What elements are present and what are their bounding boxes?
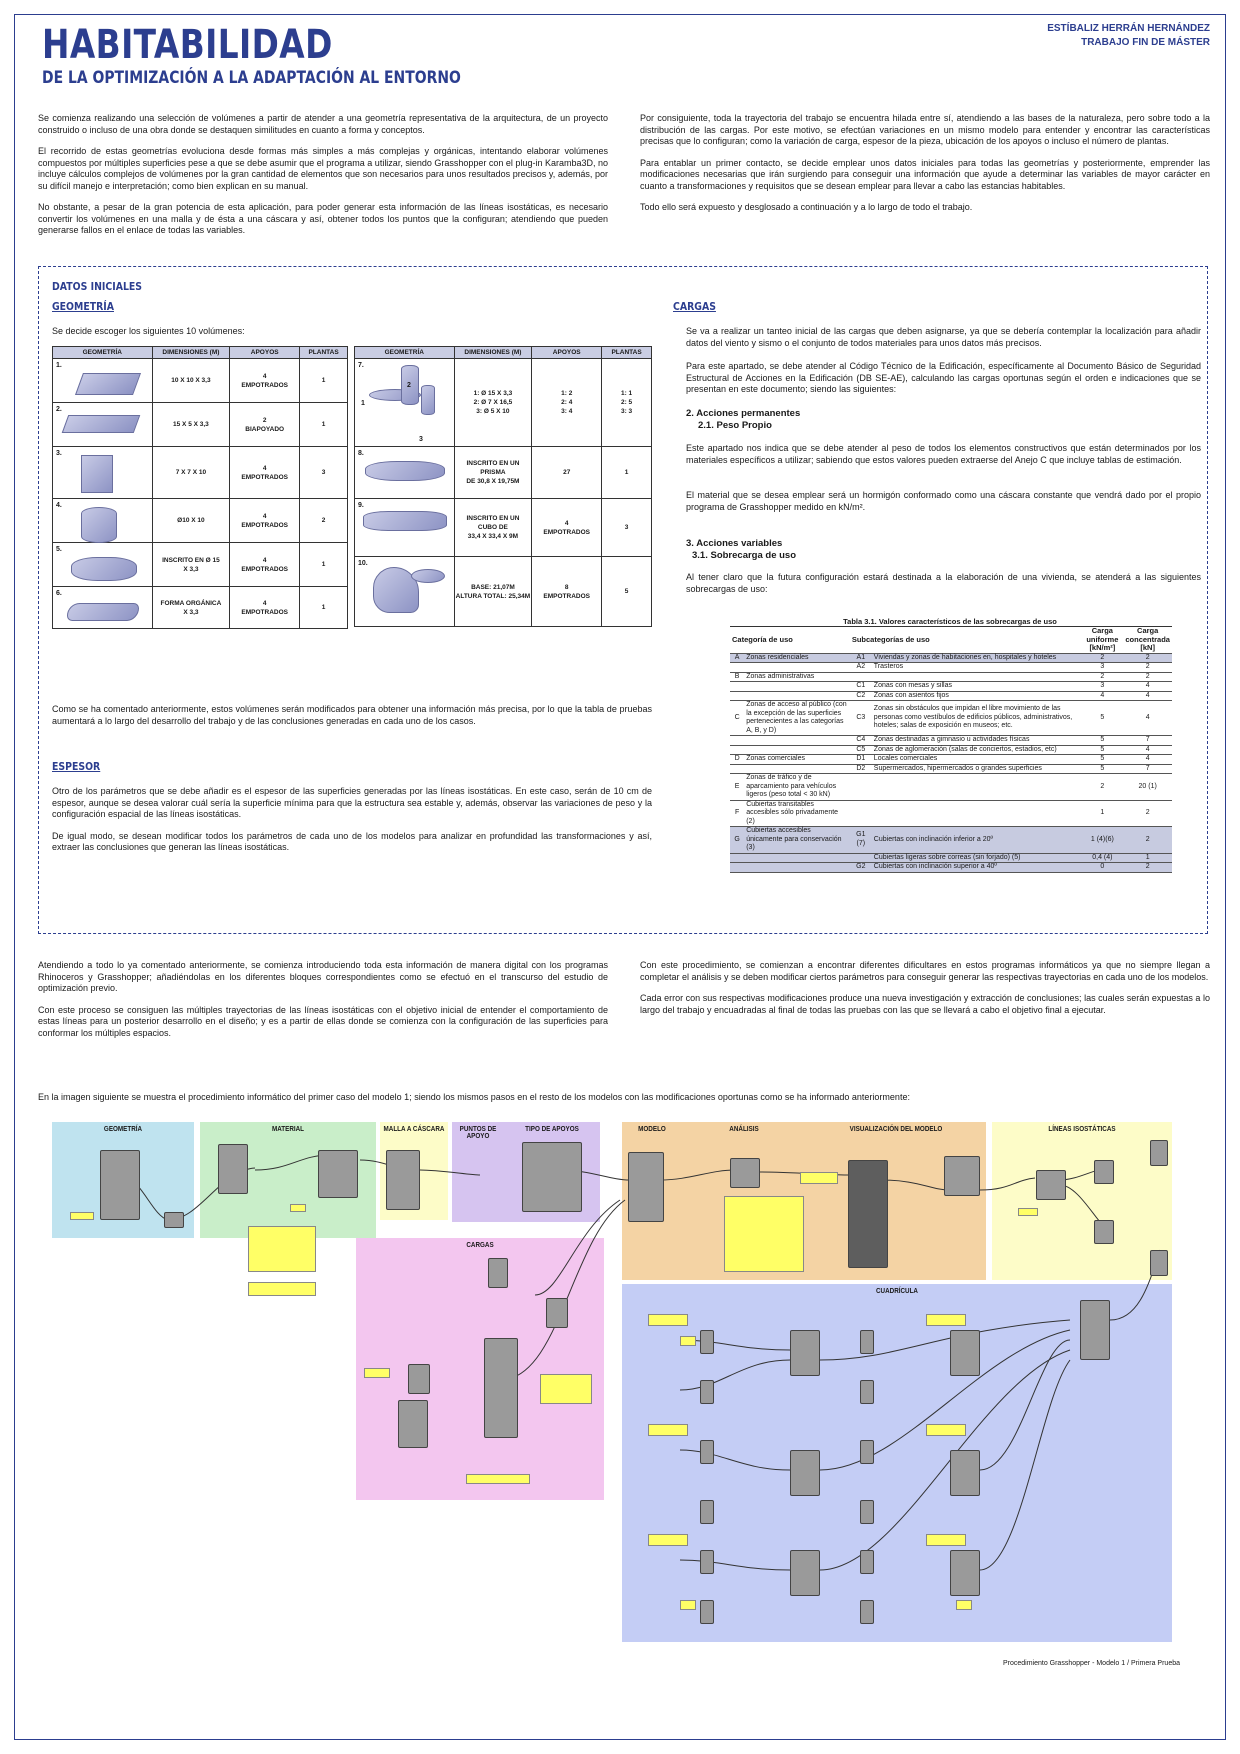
gh-node[interactable] [1094,1160,1114,1184]
gh-panel [680,1336,696,1346]
sc-cell-u: 1 (4)(6) [1081,827,1123,854]
sc-cell-c: 20 (1) [1123,774,1172,801]
cell-plantas: 3 [300,447,348,499]
cell-dim: 10 X 10 X 3,3 [152,359,230,403]
espesor-heading: ESPESOR [52,760,101,773]
zone-analisis: ANÁLISIS [682,1122,806,1280]
sc-cell-c: 2 [1123,672,1172,682]
gh-panel [724,1196,804,1272]
gh-node[interactable] [950,1450,980,1496]
sc-cell-c: 4 [1123,691,1172,701]
paragraph: Otro de los parámetros que se debe añadir es el espesor de las superficies generadas por las líneas isostáticas. En este caso, serán de 10 cm de espesor, aunque se desea valorar cuál sería la superficie mínima para que la estructura sea estable y, además, observar las variaciones de peso y la configuración espacial de las líneas isostáticas. [52,786,652,819]
sc-cell-cat: D [730,755,744,765]
sc-cell-c: 2 [1123,800,1172,827]
sc-cell-sub: G1 (7) [850,827,872,854]
geometry-image: 6. [53,587,153,629]
sc-cell-u: 5 [1081,745,1123,755]
sc-cell-desc: Locales comerciales [872,755,1082,765]
cargas-p4: El material que se desea emplear será un hormigón conformado como una cáscara constante que vendrá dado por el propio programa de Grasshopper medido en kN/m². [686,490,1201,512]
cell-plantas: 2 [300,499,348,543]
paragraph: Por consiguiente, toda la trayectoria del trabajo se encuentra hilada entre sí, atendiendo a las bases de la naturaleza, pero sobre todo a la distribución de las cargas. Por este motivo, se efectúan variaciones en un mismo modelo para entender y encontrar las características precisas que lo configuran; como la variación de carga, espesor de la pieza, ubicación de los apoyos o incluso el número de plantas. [640,113,1210,146]
gh-node[interactable] [522,1142,582,1212]
gh-panel [926,1534,966,1546]
cargas-p5: Al tener claro que la futura configuración estará destinada a la elaboración de una vivienda, se atenderá a las siguientes sobrecargas de uso: [686,572,1201,594]
zone-malla: MALLA A CÁSCARA [380,1122,448,1220]
gh-panel [648,1424,688,1436]
cell-dim: INSCRITO EN Ø 15 X 3,3 [152,543,230,587]
cell-dim: 7 X 7 X 10 [152,447,230,499]
cell-dim: INSCRITO EN UN CUBO DE 33,4 X 33,4 X 9M [454,499,532,557]
gh-node[interactable] [1080,1300,1110,1360]
gh-node[interactable] [318,1150,358,1198]
sc-cell-catname: Cubiertas transitables accesibles sólo privadamente (2) [744,800,850,827]
sc-cell-desc: Supermercados, hipermercados o grandes superficies [872,764,1082,774]
zone-cuadricula: CUADRÍCULA [622,1284,1172,1642]
gh-node[interactable] [950,1550,980,1596]
gh-panel [466,1474,530,1484]
gh-panel [540,1374,592,1404]
th-carga-uniforme: Carga uniforme [kN/m²] [1081,627,1123,654]
sc-cell-sub: C5 [850,745,872,755]
sc-cell-u: 1 [1081,800,1123,827]
gh-node[interactable] [628,1152,664,1222]
sc-cell-cat: G [730,827,744,854]
sc-cell-catname: Zonas de tráfico y de aparcamiento para vehículos ligeros (peso total < 30 kN) [744,774,850,801]
gh-node[interactable] [1150,1140,1168,1166]
gh-node[interactable] [408,1364,430,1394]
sc-cell-c: 2 [1123,863,1172,873]
zone-visualizacion: VISUALIZACIÓN DEL MODELO [806,1122,986,1280]
paragraph: El recorrido de estas geometrías evoluciona desde formas más simples a más complejas y orgánicas, intentando elaborar volúmenes compuestos por múltiples superficies pese a que se debe asumir que el programa a utilizar, siendo Grasshopper con el plug-in Karamba3D, no incluye cálculos complejos de volúmenes por la gran cantidad de elementos que son necesarios para unos resultados precisos y, además, por su difícil manejo e interpretación; como bien explican en su manual. [38,146,608,191]
gh-node[interactable] [218,1144,248,1194]
gh-node[interactable] [950,1330,980,1376]
geometry-image: 2. [53,403,153,447]
image-intro: En la imagen siguiente se muestra el procedimiento informático del primer caso del modelo 1; siendo los mismos pasos en el resto de los modelos con las modificaciones oportunas como se ha informado anteriormente: [38,1092,910,1102]
sc-cell-desc: Zonas destinadas a gimnasio u actividades físicas [872,736,1082,746]
gh-panel [648,1314,688,1326]
page-subtitle: DE LA OPTIMIZACIÓN A LA ADAPTACIÓN AL ENTORNO [42,68,461,88]
sc-cell-catname: Zonas residenciales [744,653,850,663]
sc-cell-c: 2 [1123,663,1172,673]
cargas-p1: Se va a realizar un tanteo inicial de las cargas que deben asignarse, ya que se debería contemplar la localización para añadir datos del viento y sismo o el conjunto de todos materiales para unos datos más precisos. [686,326,1201,348]
paragraph: Con este procedimiento, se comienzan a encontrar diferentes dificultares en estos programas informáticos ya que no siempre llegan a completar el análisis y se deben modificar ciertos parámetros para conseguir generar las respectivas trayectorias en cada uno de los modelos. [640,960,1210,982]
sc-cell-sub: C2 [850,691,872,701]
geometry-image: 3. [53,447,153,499]
cell-plantas: 1 [300,587,348,629]
cell-apoyos: 4 EMPOTRADOS [230,359,300,403]
gh-node[interactable] [700,1380,714,1404]
cell-apoyos: 1: 2 2: 4 3: 4 [532,359,602,447]
th-geometria: GEOMETRÍA [355,347,455,359]
paragraph: Todo ello será expuesto y desglosado a continuación y a lo largo de todo el trabajo. [640,202,973,212]
gh-node[interactable] [700,1440,714,1464]
geometry-image: 10. [355,557,455,627]
page-title: HABITABILIDAD [42,22,333,68]
gh-node[interactable] [700,1500,714,1524]
sc-cell-sub: D2 [850,764,872,774]
sc-cell-u: 0,4 (4) [1081,853,1123,863]
gh-node[interactable] [1036,1170,1066,1200]
gh-node[interactable] [790,1450,820,1496]
gh-node[interactable] [860,1500,874,1524]
paragraph: Para entablar un primer contacto, se decide emplear unos datos iniciales para todas las geometrías y posteriormente, emprender las modificaciones necesarias que irán surgiendo para conseguir una información que ayude a determinar las variables de mayor carácter en cuanto a transformaciones y requisitos que se desean emplear para llevar a cabo las estancias habitables. [640,157,1210,191]
gh-panel [290,1204,306,1212]
paragraph: Cada error con sus respectivas modificaciones produce una nueva investigación y extracción de conclusiones; las cuales serán expuestas a lo largo del trabajo y encuadradas al final de todas las pruebas con las que se llevará a cabo el objetivo final a ejecutar. [640,993,1210,1015]
gh-node[interactable] [100,1150,140,1220]
gh-node[interactable] [386,1150,420,1210]
cell-apoyos: 4 EMPOTRADOS [230,447,300,499]
sc-cell-desc: Trasteros [872,663,1082,673]
sc-cell-c: 1 [1123,853,1172,863]
cell-apoyos: 8 EMPOTRADOS [532,557,602,627]
peso-propio: 2.1. Peso Propio [698,420,772,431]
gh-node[interactable] [860,1440,874,1464]
geometry-image: 4. [53,499,153,543]
gh-node[interactable] [860,1380,874,1404]
cell-plantas: 1 [602,447,652,499]
geometry-image: 5. [53,543,153,587]
sc-cell-c: 4 [1123,682,1172,692]
sc-cell-c: 7 [1123,764,1172,774]
sc-cell-sub: D1 [850,755,872,765]
th-apoyos: APOYOS [230,347,300,359]
cell-apoyos: 27 [532,447,602,499]
sc-cell-desc: Zonas con mesas y sillas [872,682,1082,692]
sc-cell-u: 0 [1081,863,1123,873]
geometria-intro: Se decide escoger los siguientes 10 volúmenes: [52,326,245,336]
geometry-image: 8. [355,447,455,499]
geometry-image: 7. 1 2 3 [355,359,455,447]
zone-modelo: MODELO [622,1122,682,1280]
th-dimensiones: DIMENSIONES (M) [454,347,532,359]
gh-panel [800,1172,838,1184]
cell-plantas: 1 [300,359,348,403]
cell-dim: 1: Ø 15 X 3,3 2: Ø 7 X 16,5 3: Ø 5 X 10 [454,359,532,447]
gh-node[interactable] [1150,1250,1168,1276]
cargas-p3: Este apartado nos indica que se debe atender al peso de todos los elementos constructivos que están determinados por los materiales específicos a utilizar; sabiendo que estos valores pueden extraerse del Anejo C que incluye tablas de estimación. [686,443,1201,465]
gh-panel [248,1282,316,1296]
cell-dim: FORMA ORGÁNICA X 3,3 [152,587,230,629]
sc-cell-u: 2 [1081,653,1123,663]
sc-cell-desc: Cubiertas con inclinación inferior a 20º [872,827,1082,854]
cell-plantas: 1 [300,543,348,587]
cell-plantas: 1 [300,403,348,447]
gh-node[interactable] [790,1330,820,1376]
gh-node[interactable] [944,1156,980,1196]
sc-cell-catname: Zonas comerciales [744,755,850,765]
paragraph: De igual modo, se desean modificar todos los parámetros de cada uno de los modelos para analizar en profundidad las transformaciones y así, extraer las conclusiones que generan las líneas isostáticas. [52,830,652,852]
sc-cell-u: 5 [1081,755,1123,765]
sc-cell-c: 2 [1123,827,1172,854]
sc-cell-cat: E [730,774,744,801]
sc-cell-u: 3 [1081,682,1123,692]
zone-geometria: GEOMETRÍA [52,1122,194,1238]
gh-panel [680,1600,696,1610]
sc-cell-u: 3 [1081,663,1123,673]
zone-tipo-apoyos: TIPO DE APOYOS [504,1122,600,1222]
th-geometria: GEOMETRÍA [53,347,153,359]
acciones-permanentes: 2. Acciones permanentes [686,408,801,419]
sc-cell-cat: F [730,800,744,827]
work-type: TRABAJO FIN DE MÁSTER [1081,37,1210,48]
paragraph: Se comienza realizando una selección de volúmenes a partir de atender a una geometría representativa de la arquitectura, de un proyecto construido o incluso de una obra donde se destaquen similitudes en cuanto a forma y conceptos. [38,113,608,135]
gh-node[interactable] [700,1330,714,1354]
sc-cell-u: 2 [1081,672,1123,682]
cell-dim: 15 X 5 X 3,3 [152,403,230,447]
cargas-p2: Para este apartado, se debe atender al Código Técnico de la Edificación, específicamente al Documento Básico de Seguridad Estructural de Acciones en la Edificación (DB SE-AE), calculando las cargas oportunas según el orden e indicaciones que se presentan en este documento; siendo las siguientes: [686,361,1201,394]
acciones-variables: 3. Acciones variables [686,538,783,549]
gh-node[interactable] [1094,1220,1114,1244]
th-carga-concentrada: Carga concentrada [kN] [1123,627,1172,654]
sc-cell-cat: A [730,653,744,663]
th-apoyos: APOYOS [532,347,602,359]
cargas-heading: CARGAS [673,300,716,313]
paragraph: Atendiendo a todo lo ya comentado anteriormente, se comienza introduciendo toda esta información de manera digital con los programas Rhinoceros y Grasshopper; añadiéndolas en los diferentes bloques correspondientes como se efectuó en el transcurso del estudio de optimización previo. [38,960,608,993]
zone-cargas: CARGAS [356,1238,604,1500]
gh-node[interactable] [700,1550,714,1574]
sc-cell-c: 7 [1123,736,1172,746]
cell-dim: INSCRITO EN UN PRISMA DE 30,8 X 19,75M [454,447,532,499]
sc-cell-u: 2 [1081,774,1123,801]
geometria-heading: GEOMETRÍA [52,300,114,313]
gh-node[interactable] [730,1158,760,1188]
th-subcategoria: Subcategorías de uso [850,627,1082,654]
gh-node[interactable] [860,1330,874,1354]
cell-dim: BASE: 21,07M ALTURA TOTAL: 25,34M [454,557,532,627]
gh-node[interactable] [398,1400,428,1448]
zone-material: MATERIAL [200,1122,376,1238]
sc-cell-c: 4 [1123,745,1172,755]
sc-cell-desc: Viviendas y zonas de habitaciones en, hospitales y hoteles [872,653,1082,663]
gh-panel [70,1212,94,1220]
cell-apoyos: 4 EMPOTRADOS [532,499,602,557]
geometry-image: 1. [53,359,153,403]
gh-node[interactable] [790,1550,820,1596]
cell-apoyos: 2 BIAPOYADO [230,403,300,447]
datos-heading: DATOS INICIALES [52,280,143,293]
gh-node[interactable] [848,1160,888,1268]
sc-cell-catname: Zonas de acceso al público (con la excepción de las superficies pertenecientes a las categorías A, B, y D) [744,701,850,736]
sc-cell-catname: Zonas administrativas [744,672,850,682]
th-dimensiones: DIMENSIONES (M) [152,347,230,359]
cell-plantas: 1: 1 2: 5 3: 3 [602,359,652,447]
gh-node[interactable] [488,1258,508,1288]
gh-node[interactable] [484,1338,518,1438]
gh-node[interactable] [860,1600,874,1624]
gh-panel [648,1534,688,1546]
gh-node[interactable] [546,1298,568,1328]
sc-table-title: Tabla 3.1. Valores característicos de las sobrecargas de uso [843,617,1057,626]
gh-panel [248,1226,316,1272]
gh-panel [956,1600,972,1610]
cell-apoyos: 4 EMPOTRADOS [230,587,300,629]
sc-cell-u: 5 [1081,736,1123,746]
sc-cell-c: 4 [1123,701,1172,736]
gh-panel [364,1368,390,1378]
sc-cell-desc: Cubiertas ligeras sobre correas (sin forjado) (5) [872,853,1082,863]
th-categoria: Categoría de uso [730,627,850,654]
gh-node[interactable] [700,1600,714,1624]
gh-panel [926,1424,966,1436]
sc-cell-u: 4 [1081,691,1123,701]
paragraph: No obstante, a pesar de la gran potencia de esta aplicación, para poder generar esta información de las líneas isostáticas, es necesario convertir los volúmenes en una malla y de ésta a una cáscara y así, obtener todos los puntos que la configuran; atendiendo que pueden generarse fallos en el enlace de todas las variables. [38,202,608,235]
geometry-image: 9. [355,499,455,557]
sc-cell-desc: Zonas de aglomeración (salas de conciertos, estadios, etc) [872,745,1082,755]
sc-cell-desc: Cubiertas con inclinación superior a 40º [872,863,1082,873]
sc-cell-sub: G2 [850,863,872,873]
th-plantas: PLANTAS [300,347,348,359]
sc-cell-u: 5 [1081,764,1123,774]
cell-dim: Ø10 X 10 [152,499,230,543]
th-plantas: PLANTAS [602,347,652,359]
sc-cell-sub: C3 [850,701,872,736]
paragraph: Con este proceso se consiguen las múltiples trayectorias de las líneas isostáticas con el objetivo inicial de entender el comportamiento de estas líneas para un posterior desarrollo en el diseño; y es a partir de ellas donde se comienza con la configuración de las superficies para conformar los múltiples espacios. [38,1004,608,1038]
cell-apoyos: 4 EMPOTRADOS [230,543,300,587]
sc-cell-cat: B [730,672,744,682]
sc-cell-sub: C1 [850,682,872,692]
sc-cell-desc: Zonas sin obstáculos que impidan el libre movimiento de las personas como vestíbulos de edificios públicos, administrativos, hoteles; salas de exposición en museos; etc. [872,701,1082,736]
sc-cell-sub: C4 [850,736,872,746]
author-name: ESTÍBALIZ HERRÁN HERNÁNDEZ [1047,23,1210,34]
sobrecarga-uso: 3.1. Sobrecarga de uso [692,550,797,561]
zone-puntos: PUNTOS DE APOYO [452,1122,504,1222]
sc-cell-sub: A1 [850,653,872,663]
sc-cell-u: 5 [1081,701,1123,736]
gh-node[interactable] [860,1550,874,1574]
gh-panel [926,1314,966,1326]
cell-apoyos: 4 EMPOTRADOS [230,499,300,543]
figure-caption: Procedimiento Grasshopper - Modelo 1 / Primera Prueba [1002,1660,1180,1667]
gh-node[interactable] [164,1212,184,1228]
zone-isostaticas: LÍNEAS ISOSTÁTICAS [992,1122,1172,1280]
sc-cell-sub: A2 [850,663,872,673]
sc-cell-c: 2 [1123,653,1172,663]
sc-cell-cat: C [730,701,744,736]
cell-plantas: 3 [602,499,652,557]
gh-panel [1018,1208,1038,1216]
sc-cell-c: 4 [1123,755,1172,765]
geometria-after-text: Como se ha comentado anteriormente, estos volúmenes serán modificados para obtener una información más precisa, por lo que la tabla de pruebas aumentará a lo largo del desarrollo del trabajo y de las conclusiones generadas en cada uno de los casos. [52,704,652,726]
sc-cell-catname: Cubiertas accesibles únicamente para conservación (3) [744,827,850,854]
sc-cell-desc: Zonas con asientos fijos [872,691,1082,701]
cell-plantas: 5 [602,557,652,627]
